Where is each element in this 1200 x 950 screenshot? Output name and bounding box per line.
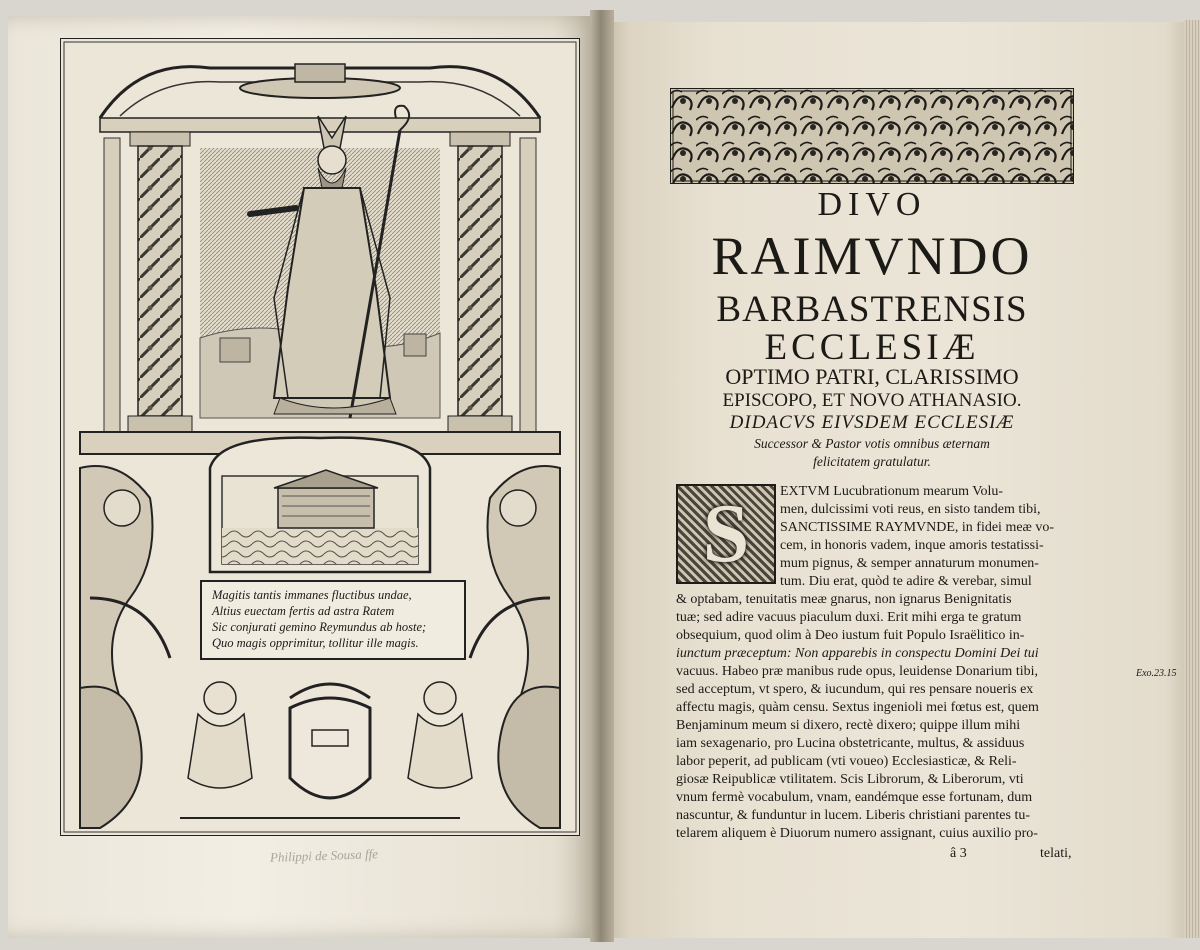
- body-line: labor peperit, ad publicam (vti voueo) Ecclesiasticæ, & Reli-: [676, 754, 1017, 769]
- title-didacus: DIDACVS EIVSDEM ECCLESIÆ: [729, 412, 1015, 433]
- right-column: [448, 132, 536, 438]
- body-line: obsequium, quod olim à Deo iustum fuit Populo Israëlitico in-: [676, 628, 1025, 643]
- pencil-inscription: Philippi de Sousa ffe: [269, 846, 379, 865]
- caption-line: Altius euectam fertis ad astra Ratem: [212, 604, 395, 618]
- ark-cartouche: [210, 438, 430, 572]
- body-line: mum pignus, & semper annaturum monumen-: [780, 556, 1039, 571]
- engraving-caption: [200, 580, 466, 660]
- title-barbastrensis: BARBASTRENSIS: [716, 289, 1028, 330]
- title-ecclesiae: ECCLESIÆ: [764, 327, 980, 368]
- body-line: iam sexagenario, pro Lucina obstetricante, multus, & assiduus: [676, 736, 1025, 751]
- book-spine: [590, 10, 614, 942]
- title-optimo: OPTIMO PATRI, CLARISSIMO: [725, 364, 1019, 389]
- body-line: affectu magis, quàm censu. Sextus ingenioli mei fœtus est, quem: [676, 700, 1039, 715]
- body-line: cem, in honoris vadem, inque amoris testatissi-: [780, 538, 1044, 553]
- caption-line: Quo magis opprimitur, tollitur ille magis.: [212, 636, 419, 650]
- body-line: telarem aliquem è Diuorum numero assignant, cuius auxilio pro-: [676, 826, 1038, 841]
- body-line: iunctum præceptum: Non apparebis in conspectu Domini Dei tui: [676, 646, 1039, 661]
- body-line: SANCTISSIME RAYMVNDE, in fidei meæ vo-: [780, 520, 1055, 535]
- body-line: vnum fermè vocabulum, vnam, eandémque esse fortunam, dum: [676, 790, 1033, 805]
- page-edges: [1184, 20, 1200, 938]
- frontispiece-engraving: [60, 38, 580, 836]
- title-felicitatem: felicitatem gratulatur.: [813, 454, 931, 469]
- body-line: tuæ; sed adire vacuus piaculum duxi. Erit mihi erga te gratum: [676, 610, 1022, 625]
- body-line: Benjaminum meum si dixero, rectè dixero; quippe illum mihi: [676, 718, 1021, 733]
- signature-mark: â 3: [950, 846, 967, 861]
- body-line: EXTVM Lucubrationum mearum Volu-: [780, 484, 1004, 499]
- body-line: tum. Diu erat, quòd te adire & verebar, simul: [780, 574, 1032, 589]
- body-line: & optabam, tenuitatis meæ gnarus, non ignarus Benignitatis: [676, 592, 1012, 607]
- title-raimundo: RAIMVNDO: [711, 226, 1033, 286]
- left-column: [104, 132, 192, 438]
- drop-cap-letter: S: [702, 487, 750, 580]
- title-episcopo: EPISCOPO, ET NOVO ATHANASIO.: [722, 390, 1022, 411]
- title-successor: Successor & Pastor votis omnibus æternam: [754, 436, 990, 451]
- catchword: telati,: [1040, 846, 1072, 861]
- title-divo: DIVO: [817, 186, 927, 223]
- margin-note: Exo.23.15: [1136, 668, 1177, 679]
- caption-line: Magitis tantis immanes fluctibus undae,: [212, 588, 412, 602]
- body-line: nascuntur, & funduntur in lucem. Liberis christiani parentes tu-: [676, 808, 1031, 823]
- caption-line: Sic conjurati gemino Reymundus ab hoste;: [212, 620, 427, 634]
- body-line: sed acceptum, vt spero, & iucundum, qui res pensare noueris ex: [676, 682, 1034, 697]
- body-line: men, dulcissimi voti reus, en sisto tandem tibi,: [780, 502, 1041, 517]
- body-line: vacuus. Habeo præ manibus rude opus, leuidense Donarium tibi,: [676, 664, 1038, 679]
- body-line: giosæ Reipublicæ vtilitatem. Scis Librorum, & Liberorum, vti: [676, 772, 1024, 787]
- drop-cap-block: [676, 484, 776, 584]
